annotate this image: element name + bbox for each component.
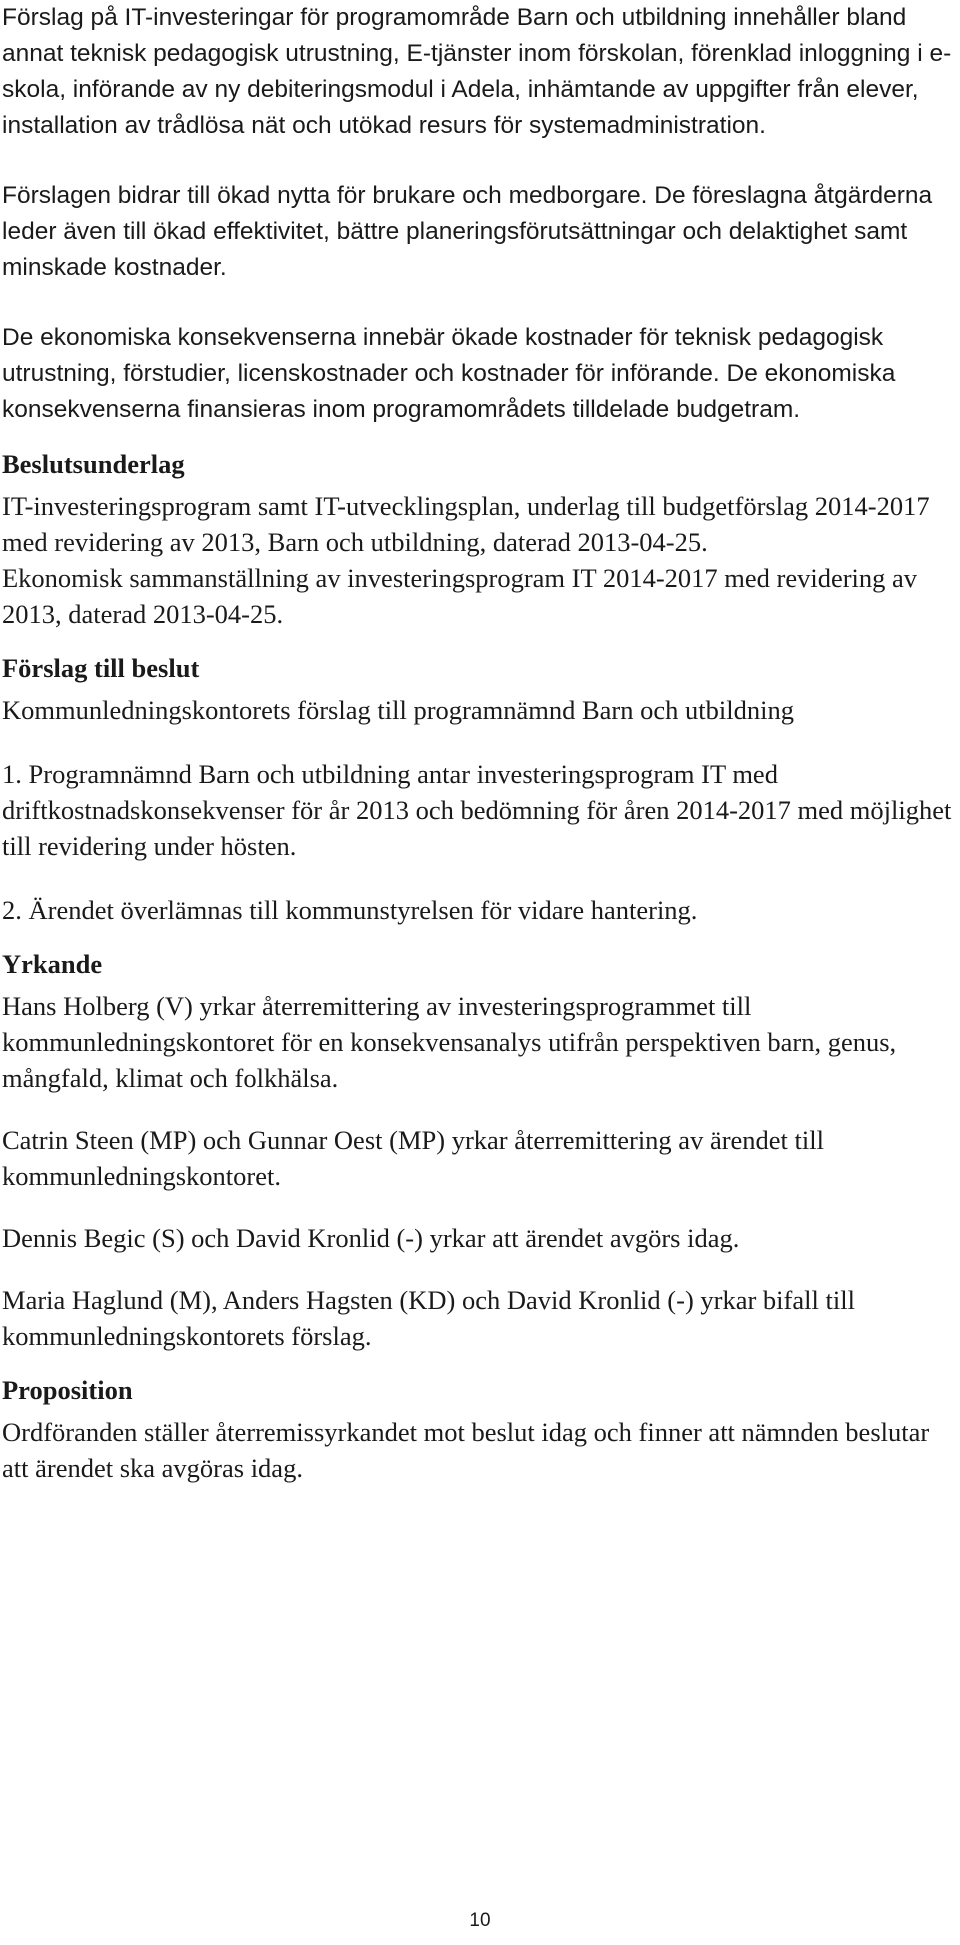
heading-yrkande: Yrkande: [2, 949, 103, 979]
beslutsunderlag-item-1: IT-investeringsprogram samt IT-utvecklingsplan, underlag till budgetförslag 2014-2017 med revidering av 2013, Barn och utbildning, daterad 2013-04-25.: [2, 491, 930, 557]
proposition-text: Ordföranden ställer återremissyrkandet mot beslut idag och finner att nämnden beslutar att ärendet ska avgöras idag.: [2, 1417, 930, 1483]
beslutsunderlag-item-2: Ekonomisk sammanställning av investeringsprogram IT 2014-2017 med revidering av 2013, daterad 2013-04-25.: [2, 563, 918, 629]
document-body: [2, 0, 952, 1486]
heading-forslag-till-beslut: Förslag till beslut: [2, 653, 200, 683]
intro-paragraph-3: De ekonomiska konsekvenserna innebär ökade kostnader för teknisk pedagogisk utrustning, förstudier, licenskostnader och kostnader för införande. De ekonomiska konsekvenserna finansieras inom programområdets tilldelade budgetram.: [2, 324, 896, 423]
yrkande-paragraph-2: Catrin Steen (MP) och Gunnar Oest (MP) yrkar återremittering av ärendet till kommunledningskontoret.: [2, 1125, 824, 1191]
yrkande-paragraph-3: Dennis Begic (S) och David Kronlid (-) yrkar att ärendet avgörs idag.: [2, 1223, 740, 1253]
page-number: 10: [469, 1910, 491, 1931]
yrkande-paragraph-1: Hans Holberg (V) yrkar återremittering av investeringsprogrammet till kommunledningskontoret för en konsekvensanalys utifrån perspektiven barn, genus, mångfald, klimat och folkhälsa.: [2, 991, 897, 1093]
intro-paragraph-2: Förslagen bidrar till ökad nytta för brukare och medborgare. De föreslagna åtgärderna leder även till ökad effektivitet, bättre planeringsförutsättningar och delaktighet samt minskade kostnader.: [2, 182, 933, 281]
yrkande-paragraph-4: Maria Haglund (M), Anders Hagsten (KD) och David Kronlid (-) yrkar bifall till kommunledningskontorets förslag.: [2, 1285, 855, 1351]
heading-beslutsunderlag: Beslutsunderlag: [2, 449, 185, 479]
forslag-point-2: 2. Ärendet överlämnas till kommunstyrelsen för vidare hantering.: [2, 895, 698, 925]
intro-paragraph-1: Förslag på IT-investeringar för programområde Barn och utbildning innehåller bland annat teknisk pedagogisk utrustning, E-tjänster inom förskolan, förenklad inloggning i e-skola, införande av ny debiteringsmodul i Adela, inhämtande av uppgifter från elever, installation av trådlösa nät och utökad resurs för systemadministration.: [2, 4, 952, 139]
forslag-point-1: 1. Programnämnd Barn och utbildning antar investeringsprogram IT med driftkostnadskonsekvenser för år 2013 och bedömning för åren 2014-2017 med möjlighet till revidering under hösten.: [2, 759, 952, 861]
forslag-intro: Kommunledningskontorets förslag till programnämnd Barn och utbildning: [2, 695, 794, 725]
heading-proposition: Proposition: [2, 1375, 133, 1405]
